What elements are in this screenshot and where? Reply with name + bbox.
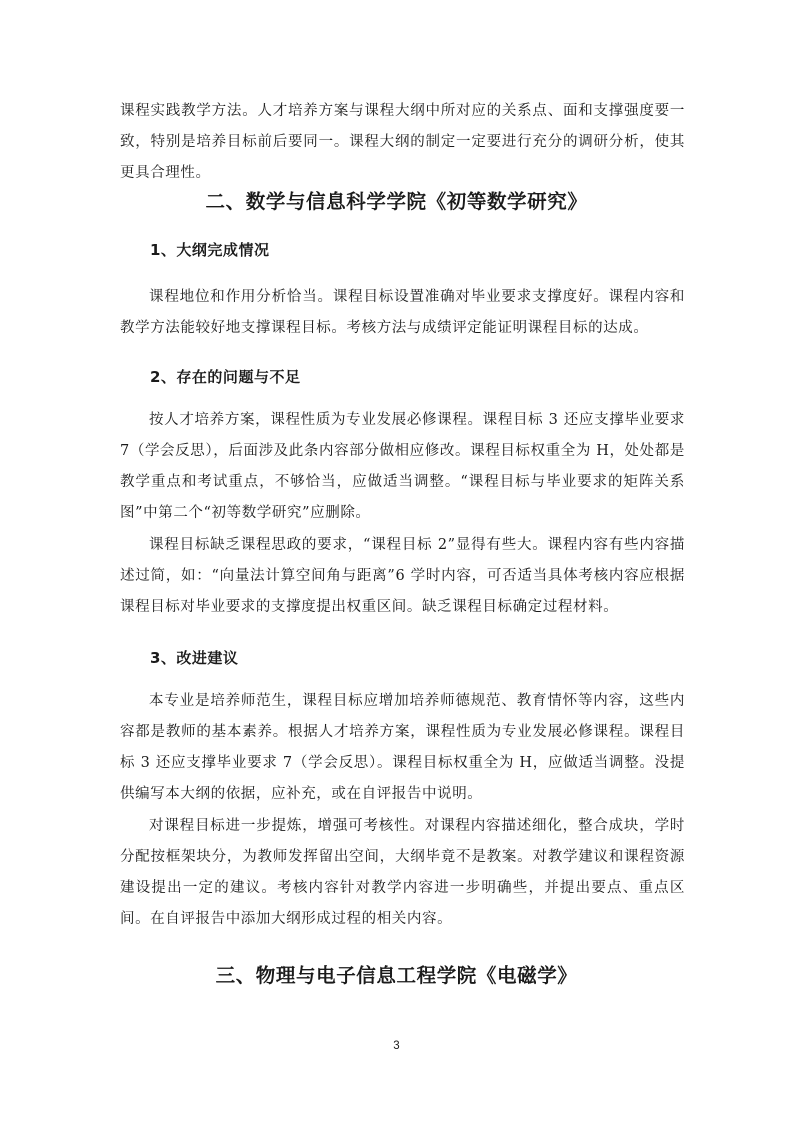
section-3-title: 三、物理与电子信息工程学院《电磁学》: [215, 964, 578, 987]
section-2-heading-3: 3、改进建议: [150, 649, 239, 667]
intro-paragraph: 课程实践教学方法。人才培养方案与课程大纲中所对应的关系点、面和支撑强度要一致，特别是培养目标前后要同一。课程大纲的制定一定要进行充分的调研分析，使其更具合理性。: [120, 103, 685, 181]
section-2-heading-1: 1、大纲完成情况: [150, 241, 270, 259]
section-2-heading-2: 2、存在的问题与不足: [150, 368, 301, 386]
section-2-paragraph-3a: 本专业是培养师范生，课程目标应增加培养师德规范、教育情怀等内容，这些内容都是教师的基本素养。根据人才培养方案，课程性质为专业发展必修课程。课程目标 3 还应支撑毕业要求 7（学会反思）。课程目标权重全为 H，应做适当调整。没提供编写本大纲的依据，应补充，或在自评报告中说明。: [120, 693, 685, 802]
section-2-paragraph-2b: 课程目标缺乏课程思政的要求，“课程目标 2”显得有些大。课程内容有些内容描述过简，如：“向量法计算空间角与距离”6 学时内容，可否适当具体考核内容应根据课程目标对毕业要求的支撑度提出权重区间。缺乏课程目标确定过程材料。: [120, 537, 685, 615]
page-number: 3: [393, 1040, 400, 1052]
section-2-paragraph-2a: 按人才培养方案，课程性质为专业发展必修课程。课程目标 3 还应支撑毕业要求 7（学会反思），后面涉及此条内容部分做相应修改。课程目标权重全为 H，处处都是教学重点和考试重点，不够恰当，应做适当调整。“课程目标与毕业要求的矩阵关系图”中第二个“初等数学研究”应删除。: [120, 412, 685, 521]
section-2-paragraph-1: 课程地位和作用分析恰当。课程目标设置准确对毕业要求支撑度好。课程内容和教学方法能较好地支撑课程目标。考核方法与成绩评定能证明课程目标的达成。: [120, 289, 685, 336]
section-2-title: 二、数学与信息科学学院《初等数学研究》: [205, 190, 588, 213]
section-2-paragraph-3b: 对课程目标进一步提炼，增强可考核性。对课程内容描述细化，整合成块，学时分配按框架块分，为教师发挥留出空间，大纲毕竟不是教案。对教学建议和课程资源建设提出一定的建议。考核内容针对教学内容进一步明确些，并提出要点、重点区间。在自评报告中添加大纲形成过程的相关内容。: [120, 818, 685, 927]
